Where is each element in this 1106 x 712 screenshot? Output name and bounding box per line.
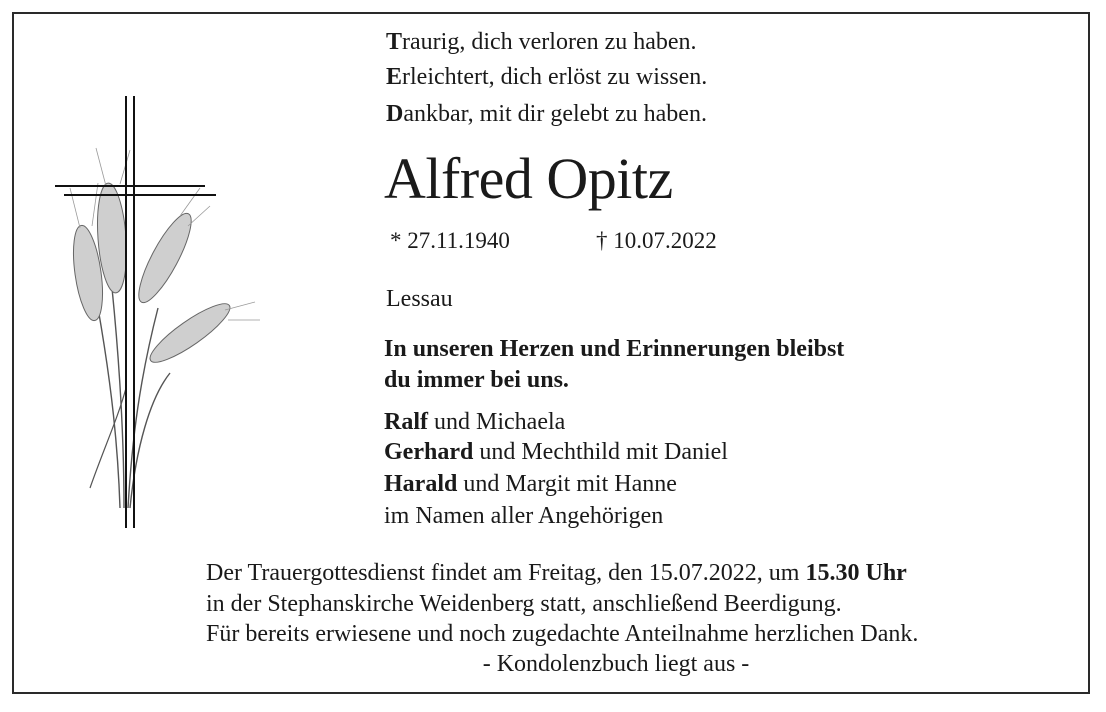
family-line: Harald und Margit mit Hanne: [384, 471, 677, 497]
verse-line-2: Erleichtert, dich erlöst zu wissen.: [386, 64, 708, 90]
family-line: Gerhard und Mechthild mit Daniel: [384, 439, 728, 465]
cross-with-wheat-icon: [40, 88, 280, 538]
service-line-1: Der Trauergottesdienst findet am Freitag, den 15.07.2022, um 15.30 Uhr: [206, 560, 907, 586]
verse-line-3: Dankbar, mit dir gelebt zu haben.: [386, 101, 707, 127]
service-line-2: in der Stephanskirche Weidenberg statt, anschließend Beerdigung.: [206, 591, 842, 617]
motto-line-1: In unseren Herzen und Erinnerungen bleibst: [384, 336, 845, 362]
family-line: im Namen aller Angehörigen: [384, 503, 664, 529]
family-line: Ralf und Michaela: [384, 409, 566, 435]
thanks-line: Für bereits erwiesene und noch zugedachte Anteilnahme herzlichen Dank.: [206, 621, 919, 647]
death-date: † 10.07.2022: [596, 228, 717, 253]
motto-line-2: du immer bei uns.: [384, 367, 569, 393]
deceased-name: Alfred Opitz: [384, 146, 673, 211]
birth-date: * 27.11.1940: [390, 228, 510, 253]
condolence-book-note: - Kondolenzbuch liegt aus -: [482, 651, 750, 677]
place: Lessau: [386, 286, 453, 312]
verse-line-1: Traurig, dich verloren zu haben.: [386, 29, 697, 55]
